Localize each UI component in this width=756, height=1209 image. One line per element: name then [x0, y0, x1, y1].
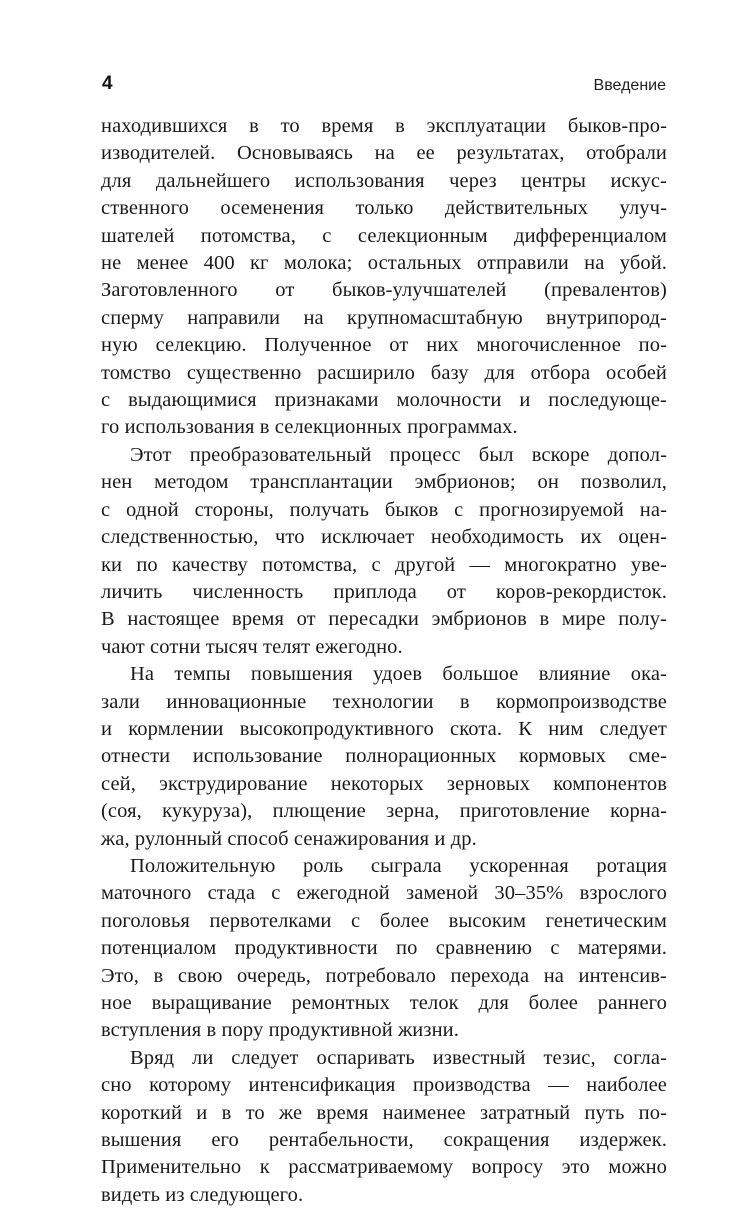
page-number: 4 — [102, 73, 113, 94]
text-line: сперму направили на крупномасштабную внутрипород- — [101, 306, 667, 329]
body-text — [101, 113, 667, 1209]
text-line: сно которому интенсификация производства — наиболее — [101, 1074, 667, 1097]
paragraph-4 — [101, 853, 667, 1045]
text-line: го использования в селекционных программах. — [101, 416, 518, 439]
text-line: Этот преобразовательный процесс был вскоре допол- — [130, 443, 667, 466]
text-line: личить численность приплода от коров-рекордисток. — [101, 580, 667, 603]
text-line: Положительную роль сыграла ускоренная ротация — [130, 854, 667, 877]
text-line: потенциалом продуктивности по сравнению с матерями. — [101, 937, 667, 960]
text-line: поголовья первотелками с более высоким генетическим — [101, 909, 667, 932]
text-line: шателей потомства, с селекционным дифференциалом — [101, 224, 667, 247]
text-line: ную селекцию. Полученное от них многочисленное по- — [101, 334, 667, 357]
text-line: маточного стада с ежегодной заменой 30–35% взрослого — [101, 882, 667, 905]
text-line: вступления в пору продуктивной жизни. — [101, 1019, 459, 1042]
text-line: жа, рулонный способ сенажирования и др. — [101, 827, 477, 850]
text-line: не менее 400 кг молока; остальных отправили на убой. — [101, 252, 667, 275]
paragraph-5 — [101, 1045, 667, 1209]
text-line: Вряд ли следует оспаривать известный тезис, согла- — [130, 1046, 667, 1069]
text-line: следственностью, что исключает необходимость их оцен- — [101, 526, 667, 549]
running-head: Введение — [593, 77, 666, 94]
text-line: с выдающимися признаками молочности и последующе- — [101, 389, 667, 412]
text-line: видеть из следующего. — [101, 1183, 304, 1206]
text-line: изводителей. Основываясь на ее результатах, отобрали — [101, 142, 667, 165]
paragraph-2 — [101, 442, 667, 661]
text-line: Заготовленного от быков-улучшателей (превалентов) — [101, 279, 667, 302]
text-line: короткий и в то же время наименее затратный путь по- — [101, 1101, 667, 1124]
text-line: вышения его рентабельности, сокращения издержек. — [101, 1129, 667, 1152]
text-line: В настоящее время от пересадки эмбрионов в мире полу- — [101, 608, 667, 631]
text-line: ное выращивание ремонтных телок для более раннего — [101, 992, 667, 1014]
text-line: с одной стороны, получать быков с прогнозируемой на- — [101, 498, 667, 521]
text-line: ственного осеменения только действительных улуч- — [101, 197, 667, 220]
paragraph-1 — [101, 113, 667, 442]
text-line: находившихся в то время в эксплуатации быков-про- — [101, 115, 667, 137]
text-line: сей, экструдирование некоторых зерновых компонентов — [101, 772, 667, 795]
text-line: Это, в свою очередь, потребовало перехода на интенсив- — [101, 964, 667, 987]
text-line: зали инновационные технологии в кормопроизводстве — [101, 690, 667, 713]
text-line: На темпы повышения удоев большое влияние ока- — [130, 663, 667, 686]
text-line: томство существенно расширило базу для отбора особей — [101, 361, 667, 384]
text-line: Применительно к рассматриваемому вопросу это можно — [101, 1156, 667, 1179]
text-line: ки по качеству потомства, с другой — многократно уве- — [101, 553, 667, 576]
text-line: и кормлении высокопродуктивного скота. К ним следует — [101, 717, 667, 740]
text-line: для дальнейшего использования через центры искус- — [101, 169, 667, 192]
text-line: чают сотни тысяч телят ежегодно. — [101, 635, 403, 658]
paragraph-3 — [101, 661, 667, 853]
text-line: (соя, кукуруза), плющение зерна, приготовление корна- — [101, 800, 667, 823]
text-line: нен методом трансплантации эмбрионов; он позволил, — [101, 471, 667, 494]
text-line: отнести использование полнорационных кормовых сме- — [101, 745, 667, 768]
